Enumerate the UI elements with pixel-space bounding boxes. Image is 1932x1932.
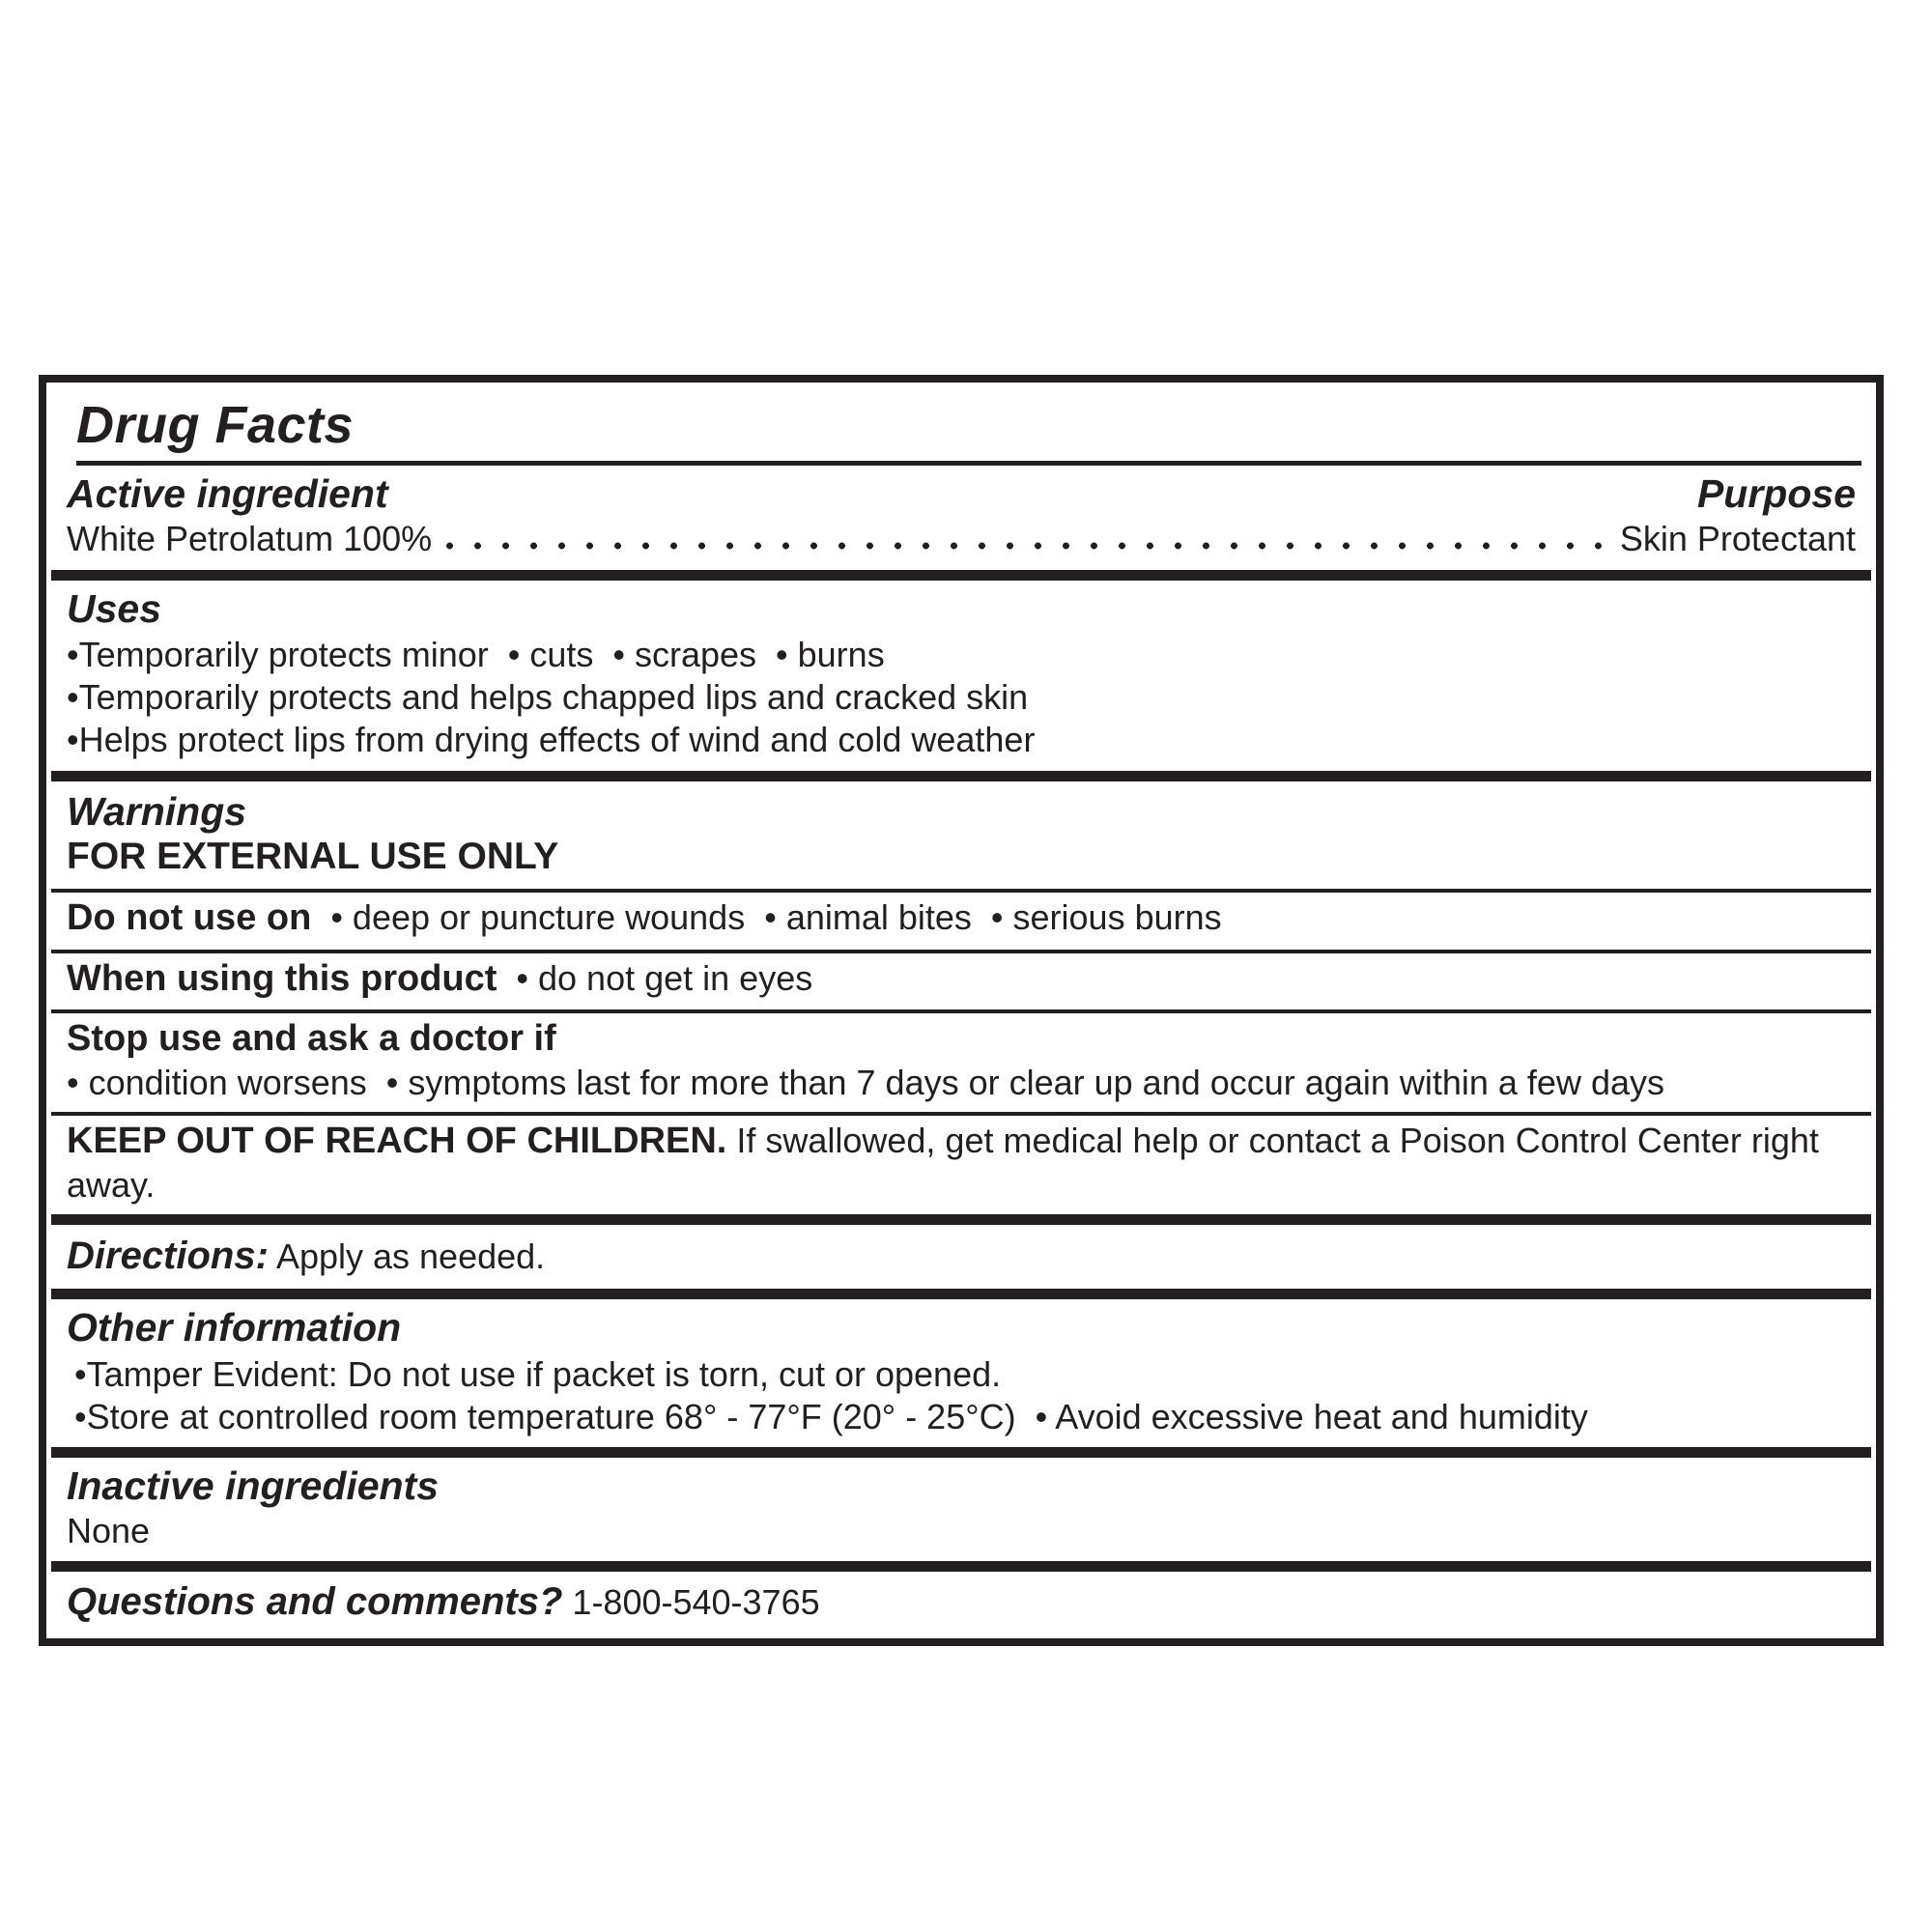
- section-bar: [51, 570, 1871, 581]
- directions-heading: Directions:: [67, 1234, 269, 1277]
- section-bar: [51, 1447, 1871, 1458]
- when-using-row: [51, 950, 1871, 1010]
- uses-list: [67, 634, 1856, 761]
- questions-heading: Questions and comments?: [67, 1579, 563, 1623]
- other-information-item: • Store at controlled room temperature 68° - 77°F (20° - 25°C) • Avoid excessive heat and humidity: [74, 1396, 1856, 1438]
- section-bar: [51, 1561, 1871, 1572]
- active-ingredient-heading: Active ingredient: [67, 471, 388, 516]
- do-not-use-text: • deep or puncture wounds • animal bites • serious burns: [311, 896, 1222, 937]
- keep-out-text: If swallowed, get medical help or contact a Poison Control Center right away.: [67, 1120, 1829, 1205]
- active-ingredient-name: White Petrolatum 100%: [67, 519, 433, 559]
- questions-section: [51, 1572, 1871, 1634]
- inactive-ingredients-section: [51, 1458, 1871, 1560]
- warnings-heading: Warnings: [67, 789, 247, 834]
- stop-use-text: • condition worsens • symptoms last for more than 7 days or clear up and occur again within a few days: [67, 1062, 1664, 1102]
- drug-facts-title: Drug Facts: [76, 396, 355, 454]
- keep-out-lead: KEEP OUT OF REACH OF CHILDREN.: [67, 1120, 727, 1161]
- external-use-warning: FOR EXTERNAL USE ONLY: [67, 836, 559, 878]
- uses-item: • Temporarily protects and helps chapped lips and cracked skin: [67, 676, 1856, 719]
- do-not-use-lead: Do not use on: [67, 896, 312, 938]
- other-information-section: [51, 1299, 1871, 1447]
- other-information-item: • Tamper Evident: Do not use if packet is torn, cut or opened.: [74, 1353, 1856, 1396]
- section-bar: [51, 771, 1871, 781]
- uses-item: • Temporarily protects minor • cuts • scrapes • burns: [67, 634, 1856, 676]
- section-bar: [51, 1214, 1871, 1225]
- do-not-use-row: [51, 889, 1871, 950]
- uses-item: • Helps protect lips from drying effects of wind and cold weather: [67, 719, 1856, 761]
- keep-out-row: [51, 1112, 1871, 1214]
- dotted-leader: [436, 517, 1616, 560]
- directions-text: Apply as needed.: [268, 1236, 546, 1276]
- questions-phone: 1-800-540-3765: [562, 1581, 820, 1622]
- drug-facts-label: [39, 375, 1884, 1646]
- section-bar: [51, 1289, 1871, 1299]
- warnings-section: [51, 781, 1871, 1214]
- purpose-heading: Purpose: [1696, 471, 1856, 516]
- when-using-lead: When using this product: [67, 957, 497, 999]
- stop-use-row: [51, 1009, 1871, 1112]
- warnings-header-block: [51, 781, 1871, 889]
- stop-use-lead: Stop use and ask a doctor if: [67, 1018, 556, 1060]
- other-information-heading: Other information: [67, 1305, 402, 1350]
- active-ingredient-section: [51, 466, 1871, 570]
- inactive-ingredients-heading: Inactive ingredients: [67, 1463, 440, 1509]
- inactive-ingredients-value: None: [67, 1510, 151, 1550]
- when-using-text: • do not get in eyes: [497, 957, 813, 998]
- active-ingredient-purpose: Skin Protectant: [1619, 519, 1856, 559]
- uses-heading: Uses: [67, 586, 162, 632]
- directions-section: [51, 1225, 1871, 1290]
- uses-section: [51, 581, 1871, 771]
- other-information-list: [74, 1353, 1856, 1438]
